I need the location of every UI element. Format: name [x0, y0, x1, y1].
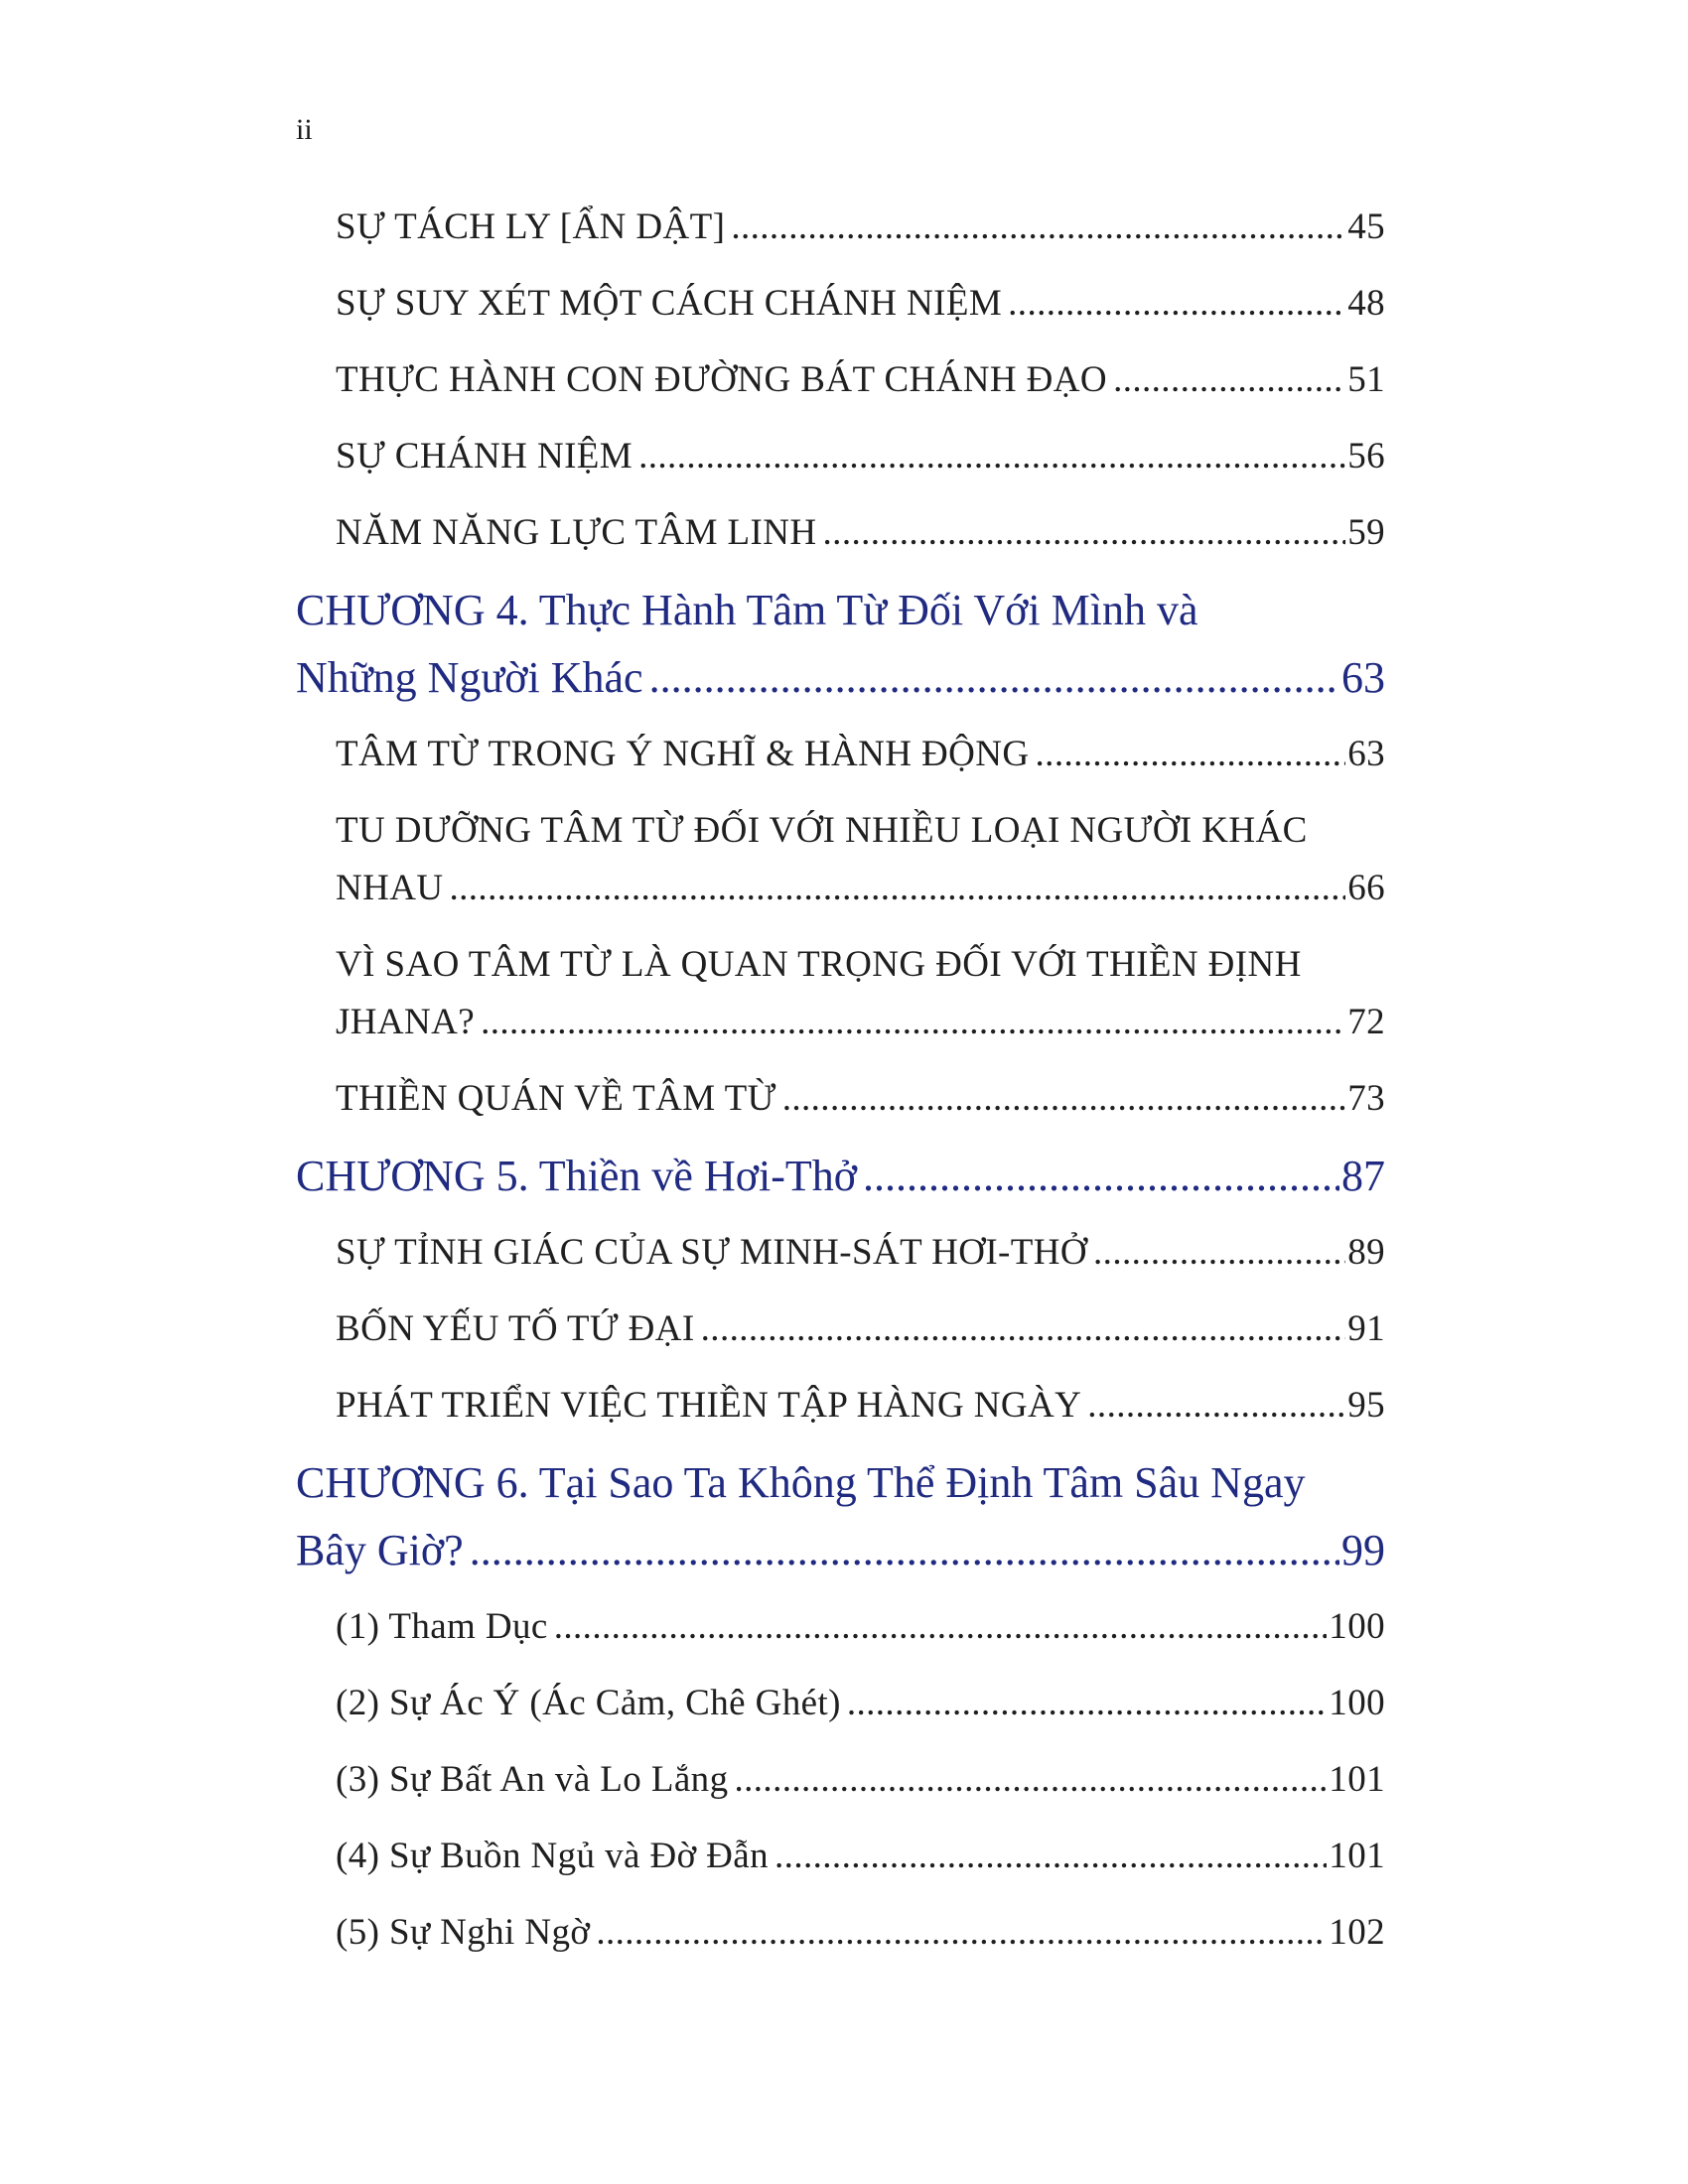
toc-entry-title: SỰ TÁCH LY [ẨN DẬT]: [336, 206, 726, 247]
toc-entry-title: PHÁT TRIỂN VIỆC THIỀN TẬP HÀNG NGÀY: [336, 1385, 1082, 1426]
toc-entry-title: (1) Tham Dục: [336, 1606, 548, 1647]
toc-entry-line: [336, 726, 1385, 783]
dot-leader: [1093, 1224, 1345, 1282]
toc-entry-title-line: CHƯƠNG 6. Tại Sao Ta Không Thể Định Tâm Sâu Ngay: [296, 1458, 1306, 1507]
toc-entry-line: [336, 1300, 1385, 1358]
toc-page-number: 99: [1341, 1526, 1385, 1574]
toc-entry-line: [336, 1224, 1385, 1282]
toc-section-entry[interactable]: [296, 726, 1385, 783]
toc-page-number: 45: [1347, 206, 1385, 247]
toc-section-entry[interactable]: [296, 1300, 1385, 1358]
toc-entry-line: [296, 1143, 1385, 1210]
toc-page-number: 63: [1347, 734, 1385, 774]
dot-leader: [638, 428, 1345, 485]
toc-entry-line: [336, 428, 1385, 485]
toc-section-entry[interactable]: [296, 1675, 1385, 1732]
dot-leader: [823, 504, 1346, 562]
dot-leader: [1087, 1377, 1345, 1434]
toc-entry-title: TÂM TỪ TRONG Ý NGHĨ & HÀNH ĐỘNG: [336, 734, 1030, 774]
toc-entry-line: [336, 1598, 1385, 1656]
toc-section-entry[interactable]: [296, 428, 1385, 485]
toc-page-number: 91: [1347, 1308, 1385, 1349]
toc-section-entry[interactable]: [296, 504, 1385, 562]
toc-page-number: 48: [1347, 283, 1385, 324]
toc-page-number: 100: [1329, 1683, 1385, 1723]
dot-leader: [734, 1751, 1327, 1809]
toc-page-number: 101: [1329, 1836, 1385, 1876]
toc-page-number: 100: [1329, 1606, 1385, 1647]
toc-page-number: 102: [1329, 1912, 1385, 1953]
toc-entry-title: (5) Sự Nghi Ngờ: [336, 1912, 591, 1953]
toc-entry-title: (4) Sự Buồn Ngủ và Đờ Đẫn: [336, 1836, 770, 1876]
dot-leader: [649, 644, 1339, 712]
toc-page-number: 73: [1347, 1078, 1385, 1119]
toc-entry-line: [336, 199, 1385, 256]
toc-page-number: 66: [1347, 868, 1385, 908]
toc-entry-line: [336, 1904, 1385, 1962]
toc-section-entry[interactable]: [296, 1828, 1385, 1885]
toc-page-number: 72: [1347, 1002, 1385, 1042]
toc-page-number: 51: [1347, 359, 1385, 400]
toc-section-entry[interactable]: [296, 1751, 1385, 1809]
dot-leader: [481, 994, 1345, 1051]
toc-chapter-entry[interactable]: [296, 577, 1385, 712]
toc-section-entry[interactable]: [296, 1377, 1385, 1434]
toc-page-number: 59: [1347, 512, 1385, 553]
toc-entry-title: SỰ TỈNH GIÁC CỦA SỰ MINH-SÁT HƠI-THỞ: [336, 1232, 1088, 1273]
page-number: ii: [296, 113, 313, 146]
toc-entry-title-line: CHƯƠNG 4. Thực Hành Tâm Từ Đối Với Mình và: [296, 586, 1198, 634]
toc-entry-line: [336, 994, 1385, 1051]
toc-section-entry[interactable]: [296, 802, 1385, 917]
toc-page-number: 87: [1341, 1152, 1385, 1200]
dot-leader: [782, 1070, 1345, 1128]
toc-section-entry[interactable]: [296, 275, 1385, 333]
toc-entry-title: JHANA?: [336, 1002, 476, 1042]
dot-leader: [449, 860, 1345, 917]
toc-entry-title-line: TU DƯỠNG TÂM TỪ ĐỐI VỚI NHIỀU LOẠI NGƯỜI KHÁC: [336, 810, 1308, 851]
toc-entry-line: [336, 1377, 1385, 1434]
toc-entry-line: [336, 1070, 1385, 1128]
toc-entry-line: [336, 1751, 1385, 1809]
toc-entry-line: [336, 1828, 1385, 1885]
dot-leader: [596, 1904, 1327, 1962]
dot-leader: [701, 1300, 1346, 1358]
table-of-contents: [296, 199, 1385, 1980]
toc-section-entry[interactable]: [296, 936, 1385, 1051]
toc-entry-title-line: VÌ SAO TÂM TỪ LÀ QUAN TRỌNG ĐỐI VỚI THIỀN ĐỊNH: [336, 944, 1302, 985]
toc-entry-line: [296, 1517, 1385, 1584]
dot-leader: [1113, 351, 1345, 409]
toc-entry-title: Những Người Khác: [296, 653, 643, 702]
toc-page-number: 89: [1347, 1232, 1385, 1273]
toc-entry-title: CHƯƠNG 5. Thiền về Hơi-Thở: [296, 1152, 858, 1200]
toc-entry-title: THIỀN QUÁN VỀ TÂM TỪ: [336, 1078, 776, 1119]
toc-entry-title: SỰ SUY XÉT MỘT CÁCH CHÁNH NIỆM: [336, 283, 1003, 324]
toc-entry-title: THỰC HÀNH CON ĐƯỜNG BÁT CHÁNH ĐẠO: [336, 359, 1108, 400]
toc-entry-line: [296, 644, 1385, 712]
toc-entry-title: (3) Sự Bất An và Lo Lắng: [336, 1759, 729, 1800]
toc-page-number: 101: [1329, 1759, 1385, 1800]
toc-entry-title: BỐN YẾU TỐ TỨ ĐẠI: [336, 1308, 695, 1349]
toc-page-number: 63: [1341, 653, 1385, 702]
dot-leader: [863, 1143, 1339, 1210]
toc-entry-title: SỰ CHÁNH NIỆM: [336, 436, 633, 477]
toc-chapter-entry[interactable]: [296, 1143, 1385, 1210]
toc-entry-line: [336, 860, 1385, 917]
toc-section-entry[interactable]: [296, 1224, 1385, 1282]
toc-entry-line: [336, 351, 1385, 409]
toc-entry-line: [336, 1675, 1385, 1732]
dot-leader: [470, 1517, 1339, 1584]
toc-section-entry[interactable]: [296, 351, 1385, 409]
dot-leader: [554, 1598, 1328, 1656]
dot-leader: [1008, 275, 1345, 333]
toc-chapter-entry[interactable]: [296, 1449, 1385, 1584]
dot-leader: [731, 199, 1345, 256]
toc-entry-title: Bây Giờ?: [296, 1526, 464, 1574]
toc-page-number: 56: [1347, 436, 1385, 477]
dot-leader: [774, 1828, 1327, 1885]
toc-entry-line: [336, 275, 1385, 333]
dot-leader: [1036, 726, 1346, 783]
dot-leader: [847, 1675, 1327, 1732]
toc-section-entry[interactable]: [296, 199, 1385, 256]
toc-section-entry[interactable]: [296, 1904, 1385, 1962]
toc-entry-title: (2) Sự Ác Ý (Ác Cảm, Chê Ghét): [336, 1683, 841, 1723]
toc-section-entry[interactable]: [296, 1070, 1385, 1128]
toc-entry-line: [336, 504, 1385, 562]
toc-section-entry[interactable]: [296, 1598, 1385, 1656]
toc-page-number: 95: [1347, 1385, 1385, 1426]
toc-entry-title: NĂM NĂNG LỰC TÂM LINH: [336, 512, 817, 553]
toc-entry-title: NHAU: [336, 868, 444, 908]
